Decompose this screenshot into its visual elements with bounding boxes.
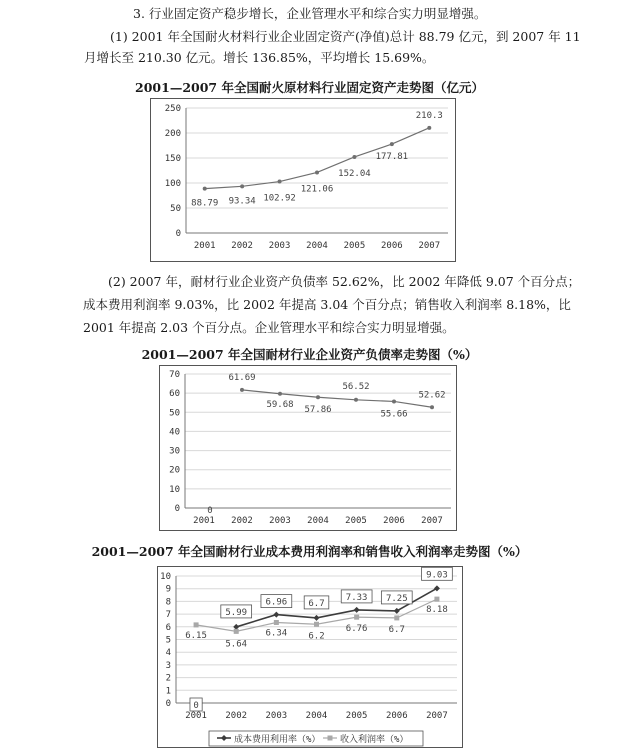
data-point [392,399,396,403]
x-tick-label: 2001 [193,516,215,526]
x-tick-label: 2002 [231,241,253,251]
data-label: 5.64 [225,639,248,650]
y-tick-label: 7 [165,610,171,621]
x-tick-label: 2004 [305,711,328,721]
data-label: 9.03 [426,570,448,581]
chart-frame [160,366,457,531]
data-label: 121.06 [300,184,334,195]
x-tick-label: 2006 [381,241,403,251]
y-tick-label: 150 [164,154,181,164]
y-tick-label: 60 [169,389,180,400]
x-tick-label: 2002 [231,516,253,526]
chart-2 [159,365,457,531]
data-label: 6.34 [265,628,288,639]
y-tick-label: 5 [165,635,171,646]
y-tick-label: 50 [169,408,180,419]
data-point [274,620,279,625]
y-tick-label: 10 [169,484,180,495]
data-point [352,155,356,159]
y-tick-label: 0 [165,699,171,709]
y-tick-label: 100 [164,179,181,189]
data-label: 56.52 [342,381,370,392]
paragraph-line: (1) 2001 年全国耐火材料行业企业固定资产(净值)总计 88.79 亿元，到 2007 年 11 [110,29,581,44]
data-label: 61.69 [228,372,256,383]
data-label: 152.04 [338,168,371,179]
data-label: 210.3 [415,110,443,121]
data-point [316,395,320,399]
data-label: 6.2 [308,631,325,642]
x-tick-label: 2003 [268,241,291,251]
legend-label-2: 收入利润率（%） [340,735,409,745]
data-point [427,126,431,130]
y-tick-label: 0 [175,229,181,239]
x-tick-label: 2005 [345,711,368,721]
y-tick-label: 0 [174,504,180,514]
data-point [240,184,244,188]
data-point [315,170,319,174]
chart-3 [157,566,463,748]
data-point [278,180,282,184]
x-tick-label: 2006 [385,711,408,721]
data-point [394,615,399,620]
data-label: 0 [193,701,199,711]
y-tick-label: 8 [165,597,171,608]
data-point [314,622,319,627]
legend-marker-2 [328,736,333,741]
x-tick-label: 2001 [185,711,207,721]
y-tick-label: 250 [164,104,181,114]
data-label: 6.76 [345,624,368,635]
y-tick-label: 2 [165,673,171,684]
data-point [434,597,439,602]
data-point [194,622,199,627]
data-label: 7.25 [385,593,408,604]
data-label: 93.34 [228,196,256,207]
y-tick-label: 30 [169,446,180,457]
y-tick-label: 9 [165,584,171,595]
data-label: 88.79 [191,198,219,209]
data-point [203,187,207,191]
data-label: 6.7 [388,624,405,635]
y-tick-label: 10 [160,572,171,582]
data-label: 5.99 [225,607,248,618]
y-tick-label: 70 [169,370,180,380]
x-tick-label: 2007 [426,711,448,721]
y-tick-label: 6 [165,622,171,633]
chart-3-title: 2001—2007 年全国耐材行业成本费用利润率和销售收入利润率走势图（%） [91,544,528,559]
x-tick-label: 2003 [265,711,288,721]
data-label: 102.92 [263,193,296,204]
x-tick-label: 2001 [193,241,216,251]
data-point [354,615,359,620]
data-label: 6.7 [308,598,325,609]
data-label: 7.33 [345,592,368,603]
data-point [390,142,394,146]
data-point [354,398,358,402]
x-tick-label: 2005 [345,516,367,526]
paragraph-heading: 3. 行业固定资产稳步增长，企业管理水平和综合实力明显增强。 [133,6,487,21]
x-tick-label: 2002 [225,711,248,721]
x-tick-label: 2007 [418,241,441,251]
x-tick-label: 2006 [383,516,405,526]
data-point [240,388,244,392]
data-label: 6.15 [185,630,207,641]
data-point [278,392,282,396]
x-tick-label: 2005 [343,241,366,251]
paragraph-line: 月增长至 210.30 亿元。增长 136.85%，平均增长 15.69%。 [84,50,435,65]
data-label: 8.18 [426,605,448,616]
paragraph-line: (2) 2007 年，耐材行业企业资产负债率 52.62%，比 2002 年降低 9.07 个百分点； [108,274,581,289]
x-tick-label: 2004 [307,516,329,526]
chart-2-title: 2001—2007 年全国耐材行业企业资产负债率走势图（%） [141,347,478,362]
chart-1-title: 2001—2007 年全国耐火原材料行业固定资产走势图（亿元） [135,80,484,95]
chart-1 [150,98,456,262]
y-tick-label: 50 [170,204,181,214]
x-tick-label: 2003 [269,516,291,526]
paragraph-line: 2001 年提高 2.03 个百分点。企业管理水平和综合实力明显增强。 [83,320,455,335]
data-label: 6.96 [265,597,288,608]
y-tick-label: 200 [164,129,181,139]
y-tick-label: 4 [165,648,171,659]
y-tick-label: 20 [169,465,180,476]
y-tick-label: 1 [165,686,171,697]
data-label: 59.68 [266,399,294,410]
data-label: 55.66 [380,409,408,420]
data-point [234,629,239,634]
data-label: 57.86 [304,405,332,416]
y-tick-label: 40 [169,427,180,438]
data-label: 0 [207,506,213,516]
y-tick-label: 3 [165,660,171,671]
paragraph-line: 成本费用利润率 9.03%，比 2002 年提高 3.04 个百分点；销售收入利润率 8.18%，比 [83,297,571,312]
data-label: 177.81 [375,152,409,163]
data-label: 52.62 [418,390,446,401]
x-tick-label: 2004 [306,241,328,251]
x-tick-label: 2007 [421,516,443,526]
chart-frame [151,99,456,262]
data-point [430,405,434,409]
legend-label-1: 成本费用利用率（%） [234,735,321,745]
